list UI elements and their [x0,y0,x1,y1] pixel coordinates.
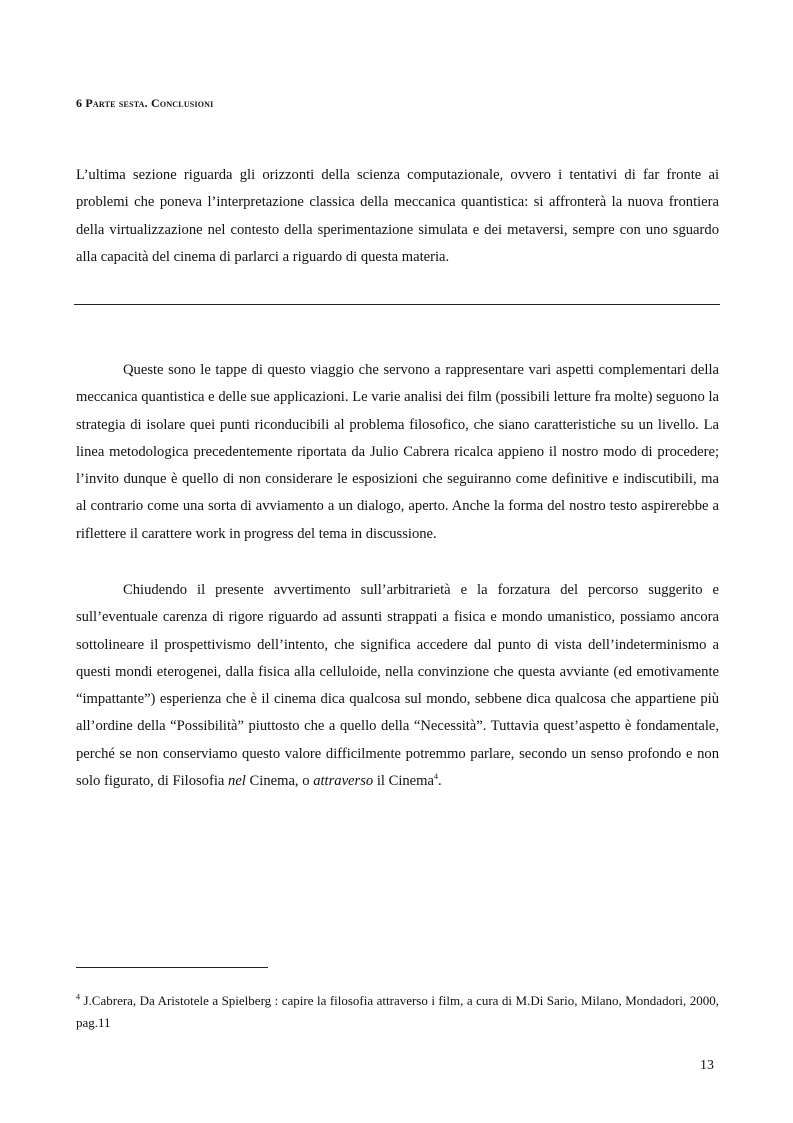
body-paragraph-1: Queste sono le tappe di questo viaggio che servono a rappresentare vari aspetti complementari della meccanica quantistica e delle sue applicazioni. Le varie analisi dei film (possibili letture fra molte) seguono la strategia di isolare quei punti riconducibili al problema filosofico, che siano caratteristiche su un livello. La linea metodologica precedentemente riportata da Julio Cabrera ricalca appieno il nostro modo di procedere; l’invito dunque è quello di non considerare le esposizioni che seguiranno come definitive e indiscutibili, ma al contrario come una sorta di avviamento a un dialogo, aperto. Anche la forma del nostro testo aspirerebbe a riflettere il carattere work in progress del tema in discussione. [76,362,719,542]
paragraph-2-main: Chiudendo il presente avvertimento sull’arbitrarietà e la forzatura del percorso suggerito e sull’eventuale carenza di rigore riguardo ad assunti strappati a fisica e mondo umanistico, possiamo ancora sottolineare il prospettivismo dell’intento, che significa accedere dal punto di vista dell’indeterminismo a questi mondi eterogenei, dalla fisica alla celluloide, nella convinzione che questa avviante (ed emotivamente “impattante”) esperienza che è il cinema dica qualcosa sul mondo, sebbene dica qualcosa che appartiene più all’ordine della “Possibilità” piuttosto che a quello della “Necessità”. Tuttavia quest’aspetto è fondamentale, perché se non conserviamo questo valore difficilmente potremmo parlare, secondo un senso profondo e non solo figurato, di Filosofia [76,582,719,790]
body-paragraph-2 [76,577,719,795]
section-divider [74,304,720,305]
section-number: 6 [76,96,83,110]
footnote [76,990,719,1034]
footnote-number: 4 [76,992,80,1002]
paragraph-2-period: . [438,773,442,790]
section-heading [76,96,213,111]
intro-paragraph: L’ultima sezione riguarda gli orizzonti della scienza computazionale, ovvero i tentativi di far fronte ai problemi che poneva l’interpretazione classica della meccanica quantistica: si affronterà la nuova frontiera della virtualizzazione nel contesto della sperimentazione simulata e dei metaversi, sempre con uno sguardo alla capacità del cinema di parlarci a riguardo di questa materia. [76,167,719,265]
footnote-reference[interactable]: 4 [434,772,438,782]
page-number: 13 [700,1058,714,1073]
paragraph-2-mid: Cinema, o [249,773,310,790]
paragraph-2-italic-nel: nel [228,773,246,790]
paragraph-2-end: il Cinema [376,773,434,790]
footnote-separator [76,967,268,968]
footnote-text: J.Cabrera, Da Aristotele a Spielberg : capire la filosofia attraverso i film, a cura di M.Di Sario, Milano, Mondadori, 2000, pag.11 [76,993,719,1030]
section-title: Parte sesta. Conclusioni [85,96,214,110]
paragraph-2-italic-attraverso: attraverso [313,773,374,790]
